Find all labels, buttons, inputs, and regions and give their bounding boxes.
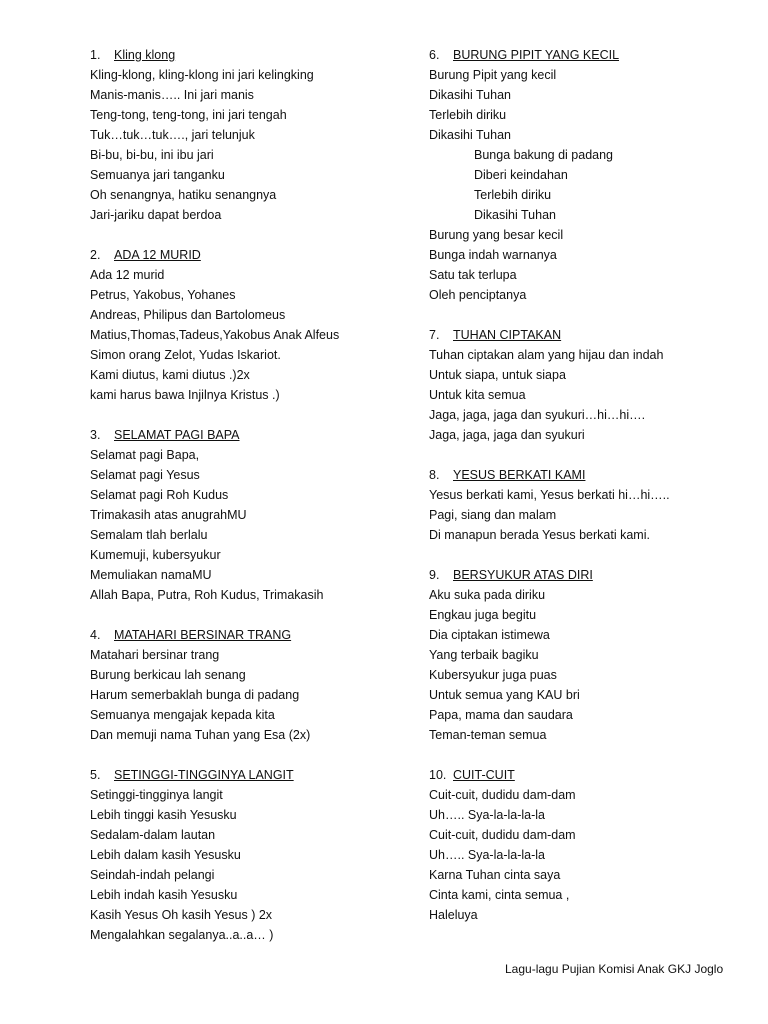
- lyric-line: Untuk kita semua: [429, 388, 526, 402]
- song-title: TUHAN CIPTAKAN: [453, 328, 562, 342]
- lyric-line: Kumemuji, kubersyukur: [90, 548, 221, 562]
- song-number: 8.: [429, 468, 440, 482]
- song-title: BERSYUKUR ATAS DIRI: [453, 568, 593, 582]
- lyric-line: Cinta kami, cinta semua ,: [429, 888, 570, 902]
- song-heading: [429, 565, 749, 585]
- song-block: [90, 45, 410, 225]
- song-block: [429, 565, 749, 745]
- song-heading: [90, 45, 410, 65]
- song-heading: [429, 45, 749, 65]
- song-title: BURUNG PIPIT YANG KECIL: [453, 48, 620, 62]
- lyric-line: Semuanya jari tanganku: [90, 168, 225, 182]
- lyric-line: Seindah-indah pelangi: [90, 868, 215, 882]
- lyric-line: Dikasihi Tuhan: [429, 88, 511, 102]
- lyric-line: Yang terbaik bagiku: [429, 648, 539, 662]
- lyric-line: Jaga, jaga, jaga dan syukuri…hi…hi….: [429, 408, 646, 422]
- song-block: [90, 765, 410, 945]
- lyric-line: Karna Tuhan cinta saya: [429, 868, 561, 882]
- lyric-line: Petrus, Yakobus, Yohanes: [90, 288, 236, 302]
- song-block: [429, 465, 749, 545]
- page-footer: Lagu-lagu Pujian Komisi Anak GKJ Joglo: [505, 962, 724, 976]
- lyric-line: Haleluya: [429, 908, 478, 922]
- lyric-line: Lebih indah kasih Yesusku: [90, 888, 238, 902]
- lyric-line: Papa, mama dan saudara: [429, 708, 573, 722]
- lyric-line: Matius,Thomas,Tadeus,Yakobus Anak Alfeus: [90, 328, 340, 342]
- song-heading: [429, 765, 749, 785]
- lyric-line: Tuk…tuk…tuk…., jari telunjuk: [90, 128, 255, 142]
- lyric-line: Oleh penciptanya: [429, 288, 527, 302]
- lyric-line: Sedalam-dalam lautan: [90, 828, 216, 842]
- lyric-line: Kubersyukur juga puas: [429, 668, 557, 682]
- lyric-line: Bunga bakung di padang: [474, 148, 614, 162]
- lyric-line: Burung yang besar kecil: [429, 228, 564, 242]
- lyric-line: Manis-manis….. Ini jari manis: [90, 88, 254, 102]
- lyric-line: Matahari bersinar trang: [90, 648, 220, 662]
- song-title: Kling klong: [114, 48, 176, 62]
- lyric-line: Kling-klong, kling-klong ini jari kelingking: [90, 68, 314, 82]
- lyric-line: Selamat pagi Yesus: [90, 468, 200, 482]
- song-number: 9.: [429, 568, 440, 582]
- lyric-line: Dikasihi Tuhan: [429, 128, 511, 142]
- lyric-line: Aku suka pada diriku: [429, 588, 546, 602]
- lyric-line: Satu tak terlupa: [429, 268, 517, 282]
- lyric-line: Teng-tong, teng-tong, ini jari tengah: [90, 108, 287, 122]
- song-number: 1.: [90, 48, 101, 62]
- lyric-line: Jaga, jaga, jaga dan syukuri: [429, 428, 585, 442]
- song-heading: [90, 765, 410, 785]
- lyric-line: Lebih dalam kasih Yesusku: [90, 848, 241, 862]
- lyric-line: Engkau juga begitu: [429, 608, 537, 622]
- lyric-line: kami harus bawa Injilnya Kristus .): [90, 388, 280, 402]
- lyric-line: Simon orang Zelot, Yudas Iskariot.: [90, 348, 281, 362]
- left-column: [90, 45, 410, 965]
- song-title: MATAHARI BERSINAR TRANG: [114, 628, 292, 642]
- right-column: [429, 45, 749, 945]
- lyric-line: Trimakasih atas anugrahMU: [90, 508, 247, 522]
- song-block: [90, 425, 410, 605]
- lyric-line: Ada 12 murid: [90, 268, 165, 282]
- song-number: 3.: [90, 428, 101, 442]
- lyric-line: Dia ciptakan istimewa: [429, 628, 550, 642]
- lyric-line: Yesus berkati kami, Yesus berkati hi…hi…..: [429, 488, 670, 502]
- lyric-line: Teman-teman semua: [429, 728, 547, 742]
- lyric-line: Cuit-cuit, dudidu dam-dam: [429, 788, 576, 802]
- song-title: SETINGGI-TINGGINYA LANGIT: [114, 768, 294, 782]
- lyric-line: Lebih tinggi kasih Yesusku: [90, 808, 237, 822]
- song-number: 2.: [90, 248, 101, 262]
- song-title: ADA 12 MURID: [114, 248, 201, 262]
- lyric-line: Memuliakan namaMU: [90, 568, 212, 582]
- lyric-line: Harum semerbaklah bunga di padang: [90, 688, 300, 702]
- song-heading: [90, 625, 410, 645]
- lyric-line: Mengalahkan segalanya..a..a… ): [90, 928, 274, 942]
- lyric-line: Jari-jariku dapat berdoa: [90, 208, 222, 222]
- lyric-line: Andreas, Philipus dan Bartolomeus: [90, 308, 286, 322]
- song-number: 6.: [429, 48, 440, 62]
- song-block: [90, 625, 410, 745]
- lyric-line: Pagi, siang dan malam: [429, 508, 557, 522]
- song-heading: [429, 465, 749, 485]
- song-title: YESUS BERKATI KAMI: [453, 468, 586, 482]
- lyric-line: Diberi keindahan: [474, 168, 568, 182]
- song-heading: [429, 325, 749, 345]
- song-number: 10.: [429, 768, 447, 782]
- song-block: [90, 245, 410, 405]
- lyric-line: Bi-bu, bi-bu, ini ibu jari: [90, 148, 214, 162]
- song-heading: [90, 245, 410, 265]
- lyric-line: Uh….. Sya-la-la-la-la: [429, 848, 546, 862]
- song-title: SELAMAT PAGI BAPA: [114, 428, 240, 442]
- lyric-line: Tuhan ciptakan alam yang hijau dan indah: [429, 348, 664, 362]
- song-number: 5.: [90, 768, 101, 782]
- song-block: [429, 45, 749, 305]
- song-block: [429, 765, 749, 925]
- lyric-line: Di manapun berada Yesus berkati kami.: [429, 528, 650, 542]
- lyric-line: Allah Bapa, Putra, Roh Kudus, Trimakasih: [90, 588, 324, 602]
- lyric-line: Burung Pipit yang kecil: [429, 68, 557, 82]
- lyric-line: Semuanya mengajak kepada kita: [90, 708, 275, 722]
- lyric-line: Oh senangnya, hatiku senangnya: [90, 188, 277, 202]
- lyric-line: Semalam tlah berlalu: [90, 528, 208, 542]
- lyric-line: Kami diutus, kami diutus .)2x: [90, 368, 250, 382]
- lyric-line: Dikasihi Tuhan: [474, 208, 556, 222]
- song-block: [429, 325, 749, 445]
- lyric-line: Kasih Yesus Oh kasih Yesus ) 2x: [90, 908, 273, 922]
- lyric-line: Dan memuji nama Tuhan yang Esa (2x): [90, 728, 311, 742]
- song-heading: [90, 425, 410, 445]
- lyric-line: Untuk semua yang KAU bri: [429, 688, 580, 702]
- lyric-line: Cuit-cuit, dudidu dam-dam: [429, 828, 576, 842]
- lyric-line: Burung berkicau lah senang: [90, 668, 246, 682]
- lyric-line: Setinggi-tingginya langit: [90, 788, 223, 802]
- lyric-line: Terlebih diriku: [429, 108, 507, 122]
- lyric-line: Untuk siapa, untuk siapa: [429, 368, 566, 382]
- song-number: 4.: [90, 628, 101, 642]
- lyric-line: Terlebih diriku: [474, 188, 552, 202]
- lyric-line: Selamat pagi Roh Kudus: [90, 488, 229, 502]
- lyric-line: Bunga indah warnanya: [429, 248, 557, 262]
- lyric-line: Selamat pagi Bapa,: [90, 448, 200, 462]
- lyric-line: Uh….. Sya-la-la-la-la: [429, 808, 546, 822]
- song-title: CUIT-CUIT: [453, 768, 515, 782]
- song-number: 7.: [429, 328, 440, 342]
